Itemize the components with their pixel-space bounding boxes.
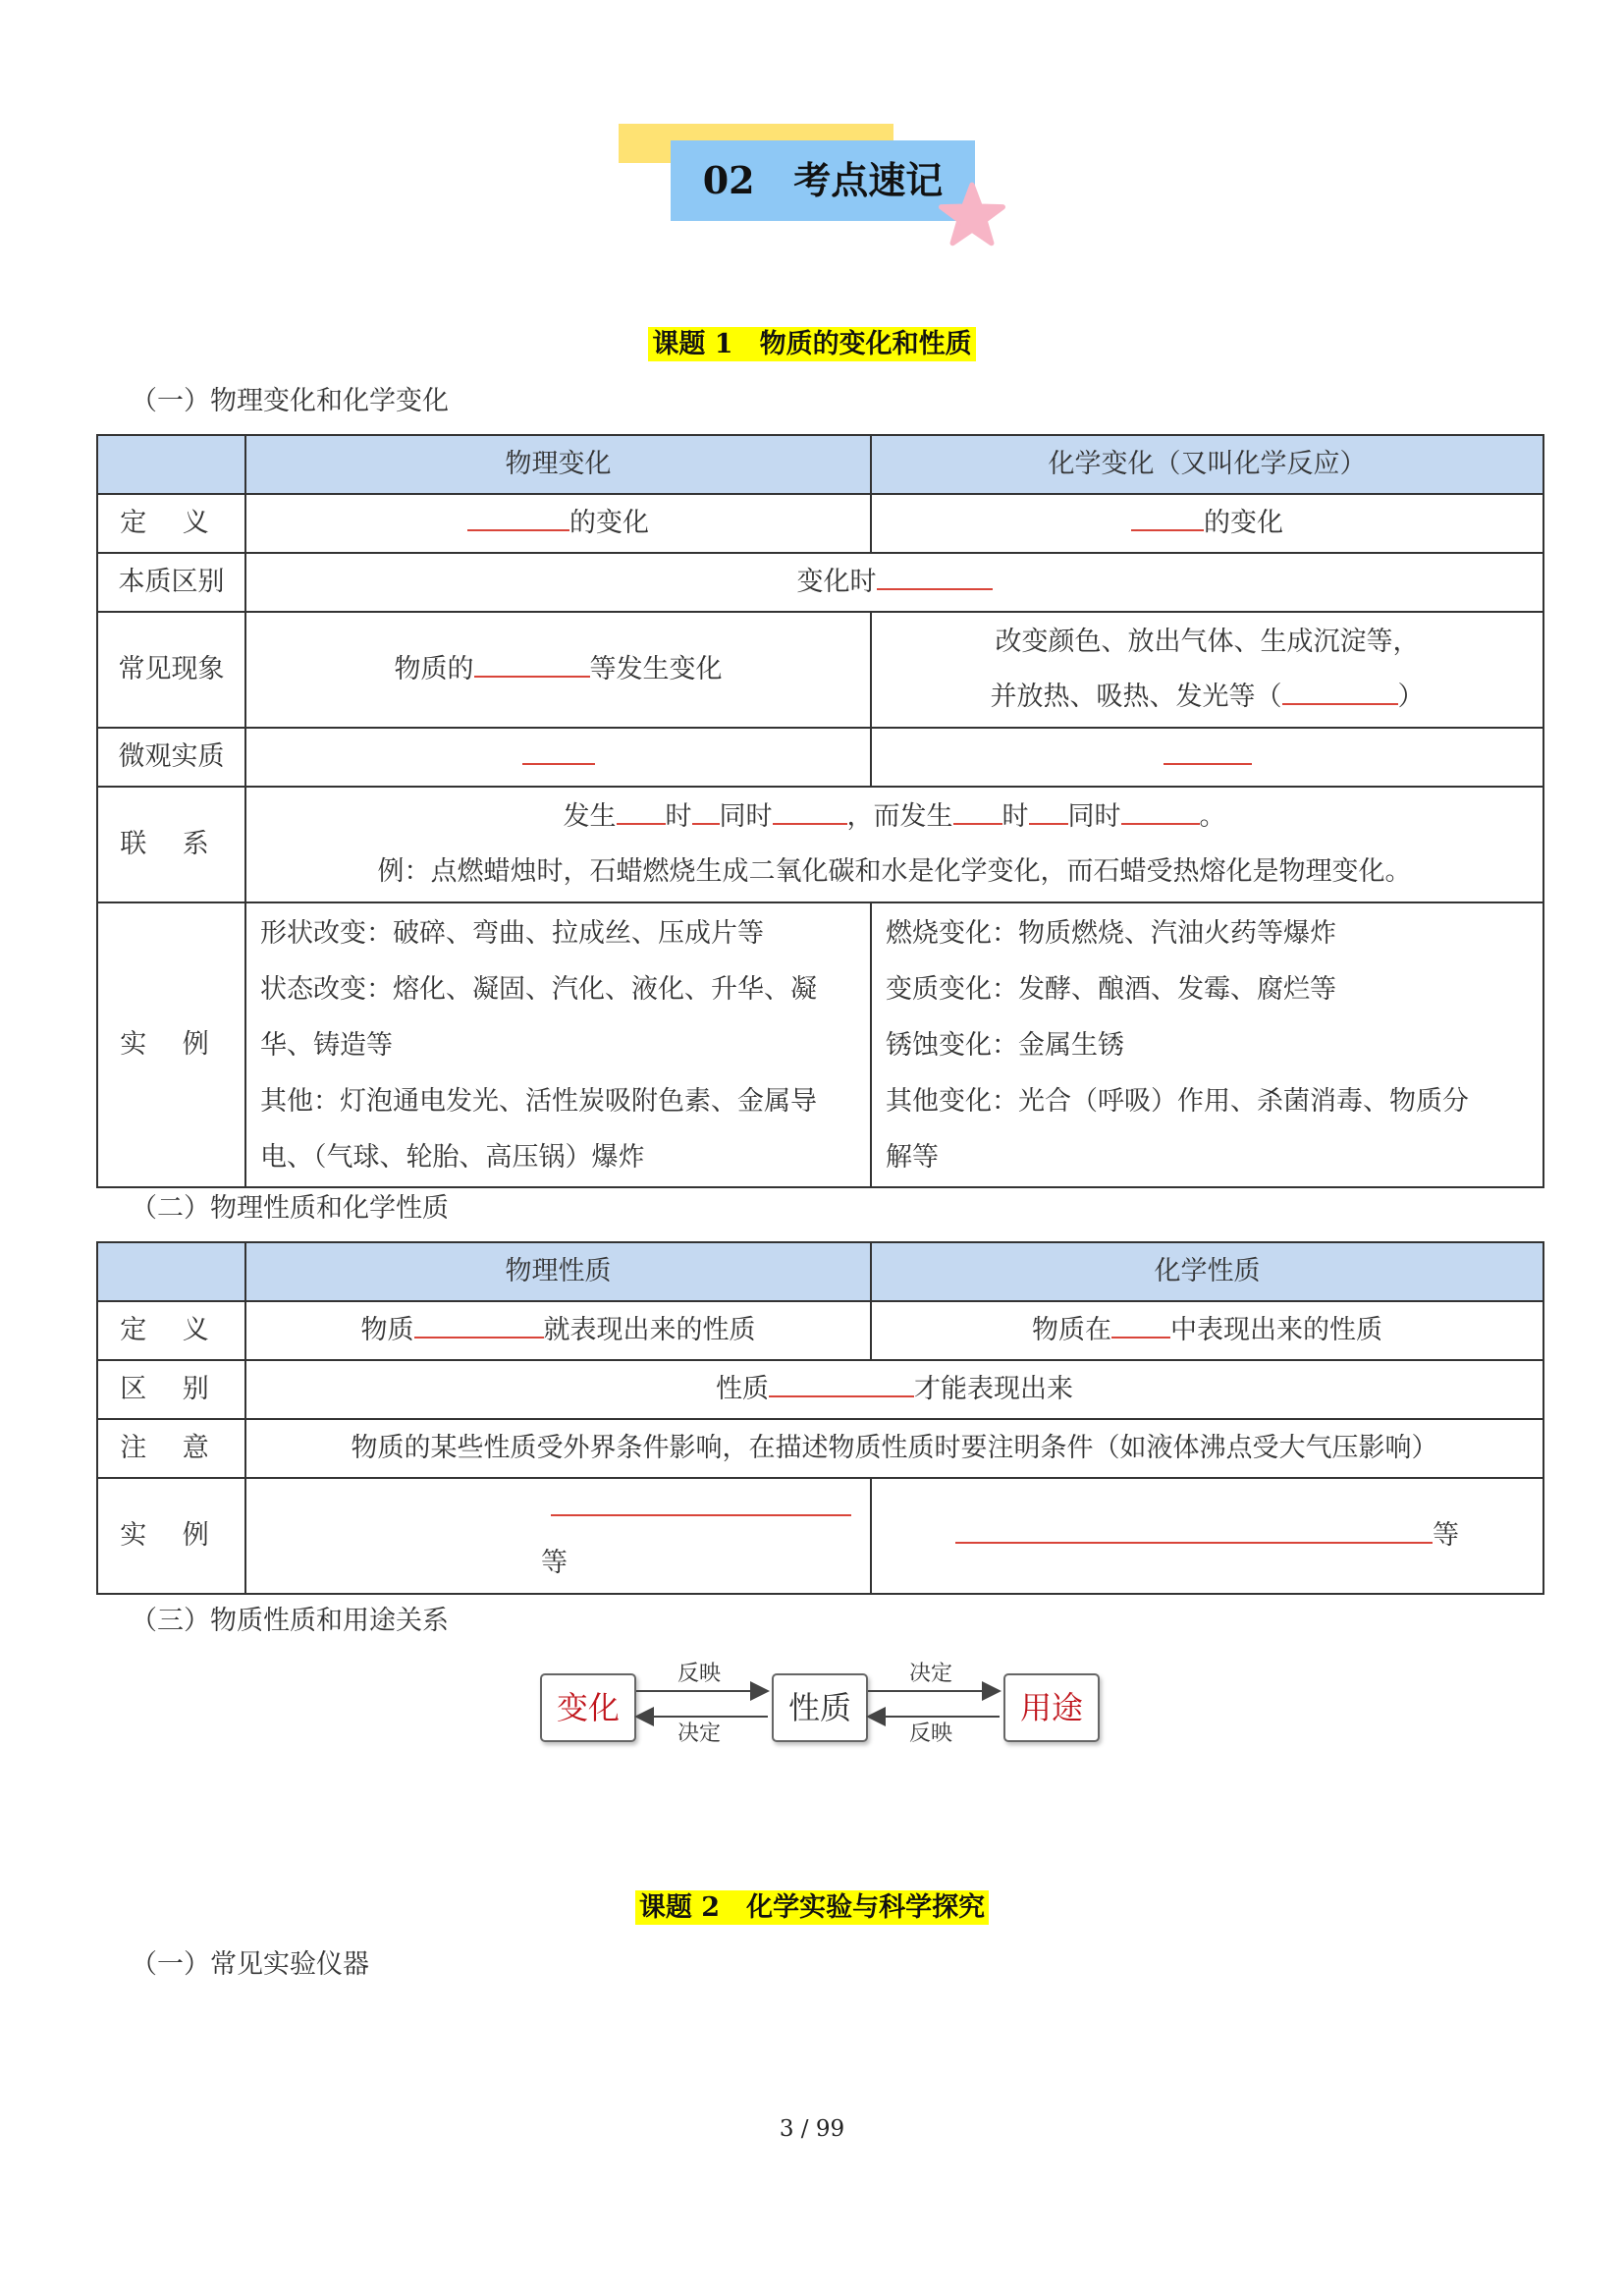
banner-title: 02 考点速记 (702, 158, 944, 202)
examples-chemical: 燃烧变化：物质燃烧、汽油火药等爆炸 变质变化：发酵、酿酒、发霉、腐烂等 锈蚀变化：金属生锈 其他变化：光合（呼吸）作用、杀菌消毒、物质分 解等 (871, 902, 1543, 1187)
section-3-title: （三）物质性质和用途关系 (131, 1606, 449, 1636)
difference-cell: 性质 才能表现出来 (245, 1360, 1543, 1419)
property-def-physical: 物质 就表现出来的性质 (245, 1301, 871, 1360)
row-label: 实 例 (97, 902, 245, 1187)
topic-2-title: 课题 2 化学实验与科学探究 (0, 1885, 1624, 1924)
row-label: 定 义 (97, 1301, 245, 1360)
row-label: 常见现象 (97, 612, 245, 728)
label-right-top: 决定 (909, 1662, 953, 1686)
section-2-title: （二）物理性质和化学性质 (131, 1193, 449, 1224)
definition-chemical: 的变化 (871, 494, 1543, 553)
topic-1-title: 课题 1 物质的变化和性质 (0, 322, 1624, 360)
col-header-chemical-property: 化学性质 (871, 1242, 1543, 1301)
label-left-top: 反映 (677, 1662, 722, 1686)
row-label: 本质区别 (97, 553, 245, 612)
relation-cell: 发生 时 同时 ，而发生 时 同时 。 例：点燃蜡烛时，石蜡燃烧生成二氧化碳和水是化学变化，而石蜡受热熔化是物理变化。 (245, 787, 1543, 902)
col-header-physical: 物理变化 (245, 435, 871, 494)
property-examples-chemical: 等 (871, 1478, 1543, 1594)
examples-physical: 形状改变：破碎、弯曲、拉成丝、压成片等 状态改变：熔化、凝固、汽化、液化、升华、凝 华、铸造等 其他：灯泡通电发光、活性炭吸附色素、金属导 电、（气球、轮胎、高压锅）爆炸 (245, 902, 871, 1187)
phenomena-chemical: 改变颜色、放出气体、生成沉淀等， 并放热、吸热、发光等（ ） (871, 612, 1543, 728)
box-use: 用途 (1003, 1673, 1100, 1742)
row-label: 区 别 (97, 1360, 245, 1419)
col-header-physical-property: 物理性质 (245, 1242, 871, 1301)
row-label: 定 义 (97, 494, 245, 553)
phenomena-physical: 物质的 等发生变化 (245, 612, 871, 728)
section-4-title: （一）常见实验仪器 (131, 1949, 369, 1980)
label-right-bottom: 反映 (909, 1721, 953, 1746)
definition-physical: 的变化 (245, 494, 871, 553)
note-cell: 物质的某些性质受外界条件影响，在描述物质性质时要注明条件（如液体沸点受大气压影响） (245, 1419, 1543, 1478)
row-label: 联 系 (97, 787, 245, 902)
box-change: 变化 (540, 1673, 636, 1742)
page-number: 3 / 99 (779, 2116, 845, 2142)
section-1-title: （一）物理变化和化学变化 (131, 386, 449, 416)
row-label: 实 例 (97, 1478, 245, 1594)
essence-cell: 变化时 (245, 553, 1543, 612)
row-label: 注 意 (97, 1419, 245, 1478)
box-property: 性质 (772, 1673, 868, 1742)
property-examples-physical: 等 (245, 1478, 871, 1594)
label-left-bottom: 决定 (677, 1721, 722, 1746)
col-header-chemical: 化学变化（又叫化学反应） (871, 435, 1543, 494)
property-def-chemical: 物质在 中表现出来的性质 (871, 1301, 1543, 1360)
row-label: 微观实质 (97, 728, 245, 787)
